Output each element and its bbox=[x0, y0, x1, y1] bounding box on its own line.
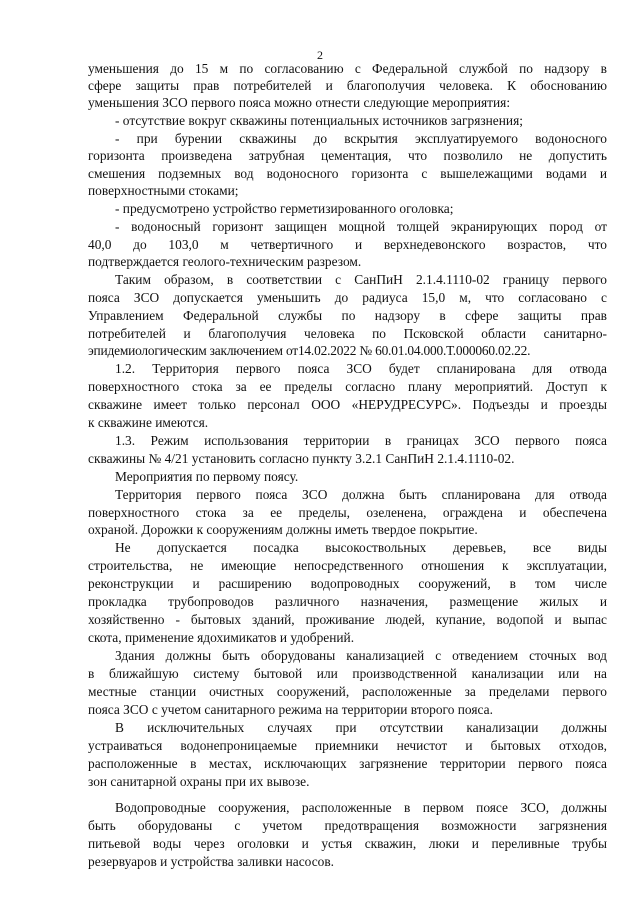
text-line: реконструкции и расширению водопроводных сооружений, в том числе bbox=[88, 576, 607, 591]
text-line: потребителей и благополучия человека по Псковской области санитарно- bbox=[88, 326, 607, 341]
text-line: скважины № 4/21 установить согласно пункту 3.2.1 СанПиН 2.1.4.1110-02. bbox=[88, 451, 515, 466]
text-line: прокладка трубопроводов различного назначения, размещение жилых и bbox=[88, 594, 607, 609]
text-line: горизонта произведена затрубная цементация, что позволило не допустить bbox=[88, 148, 607, 163]
text-line: Водопроводные сооружения, расположенные в первом поясе ЗСО, должны bbox=[115, 800, 607, 815]
text-line: в ближайшую систему бытовой или производственной канализации или на bbox=[88, 666, 607, 681]
text-line: поверхностного стока за ее пределы, озеленена, ограждена и обеспечена bbox=[88, 505, 607, 520]
text-line: питьевой воды через оголовки и устья скважин, люки и переливные трубы bbox=[88, 836, 607, 851]
text-line: Не допускается посадка высокоствольных деревьев, все виды bbox=[115, 540, 607, 555]
text-line: Территория первого пояса ЗСО должна быть спланирована для отвода bbox=[115, 487, 607, 502]
text-line: - при бурении скважины до вскрытия эксплуатируемого водоносного bbox=[115, 131, 607, 146]
text-line: строительства, не имеющие непосредственного отношения к эксплуатации, bbox=[88, 558, 607, 573]
text-line: расположенные в местах, исключающих загрязнение территории первого пояса bbox=[88, 756, 607, 771]
text-line: зон санитарной охраны при их вывозе. bbox=[88, 774, 310, 789]
text-line: В исключительных случаях при отсутствии канализации должны bbox=[115, 720, 607, 735]
text-line: хозяйственно - бытовых зданий, проживание людей, купание, водопой и выпас bbox=[88, 612, 607, 627]
text-line: уменьшения ЗСО первого пояса можно отнести следующие мероприятия: bbox=[88, 95, 511, 110]
text-line: подтверждается геолого-техническим разрезом. bbox=[88, 254, 362, 269]
text-line: Здания должны быть оборудованы канализацией с отведением сточных вод bbox=[115, 648, 607, 663]
text-line: эпидемиологическим заключением от14.02.2022 № 60.01.04.000.Т.000060.02.22. bbox=[88, 343, 531, 358]
text-line: - отсутствие вокруг скважины потенциальных источников загрязнения; bbox=[115, 113, 523, 128]
text-line: сфере защиты прав потребителей и благополучия человека. К обоснованию bbox=[88, 78, 607, 93]
text-line: скота, применение ядохимикатов и удобрений. bbox=[88, 630, 355, 645]
text-line: устраиваться водонепроницаемые приемники нечистот и бытовых отходов, bbox=[88, 738, 607, 753]
text-line: - водоносный горизонт защищен мощной толщей экранирующих пород от bbox=[115, 219, 607, 234]
text-line: Мероприятия по первому поясу. bbox=[115, 469, 299, 484]
text-line: резервуаров и устройства заливки насосов. bbox=[88, 854, 335, 869]
text-line: к скважине имеются. bbox=[88, 415, 209, 430]
text-line: местные станции очистных сооружений, расположенные за пределами первого bbox=[88, 684, 607, 699]
page-number: 2 bbox=[317, 48, 323, 62]
text-line: 40,0 до 103,0 м четвертичного и верхнедевонского возрастов, что bbox=[88, 237, 607, 252]
text-line: поверхностными стоками; bbox=[88, 183, 239, 198]
text-line: пояса ЗСО допускается уменьшить до радиуса 15,0 м, что согласовано с bbox=[88, 290, 607, 305]
text-line: смешения подземных вод водоносного горизонта с вышележащими водами и bbox=[88, 166, 607, 181]
text-line: 1.3. Режим использования территории в границах ЗСО первого пояса bbox=[115, 433, 607, 448]
text-line: поверхностного стока за ее пределы согласно плану мероприятий. Доступ к bbox=[88, 379, 607, 394]
text-line: быть оборудованы с учетом предотвращения возможности загрязнения bbox=[88, 818, 607, 833]
text-line: Таким образом, в соответствии с СанПиН 2.1.4.1110-02 границу первого bbox=[115, 272, 607, 287]
text-line: Управлением Федеральной службы по надзору в сфере защиты прав bbox=[88, 308, 607, 323]
text-line: пояса ЗСО с учетом санитарного режима на территории второго пояса. bbox=[88, 702, 493, 717]
text-line: скважине имеет только персонал ООО «НЕРУДРЕСУРС». Подъезды и проезды bbox=[88, 397, 607, 412]
text-line: - предусмотрено устройство герметизированного оголовка; bbox=[115, 201, 454, 216]
text-line: 1.2. Территория первого пояса ЗСО будет спланирована для отвода bbox=[115, 361, 607, 376]
text-line: уменьшения до 15 м по согласованию с Федеральной службой по надзору в bbox=[88, 61, 607, 76]
text-line: охраной. Дорожки к сооружениям должны иметь твердое покрытие. bbox=[88, 522, 478, 537]
